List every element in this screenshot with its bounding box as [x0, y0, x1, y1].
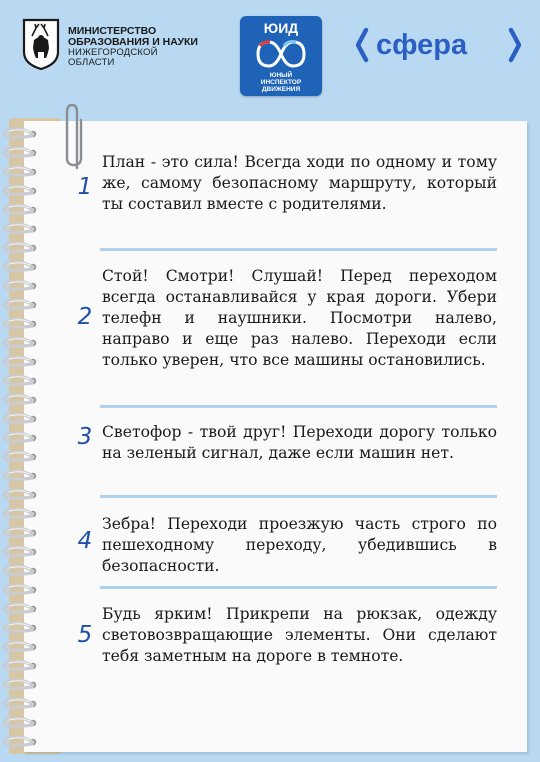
rule-text: Стой! Смотри! Слушай! Перед переходом всегда останавливайся у края дороги. Убери телефн и наушники. Посмотри налево, направо и еще раз налево. Переходи если только уверен, что все машины остановились. — [102, 267, 497, 369]
yuid-sub-line-3: ДВИЖЕНИЯ — [261, 86, 301, 93]
spiral-ring-icon — [4, 243, 36, 251]
spiral-ring-icon — [4, 281, 36, 289]
spiral-ring-icon — [4, 680, 36, 688]
rule-item-2 — [68, 266, 508, 398]
rule-number: 2 — [77, 304, 93, 330]
spiral-ring-icon — [4, 604, 36, 612]
rule-text: Будь ярким! Прикрепи на рюкзак, одежду световозвращающие элементы. Они сделают тебя заметным на дороге в темноте. — [102, 605, 497, 665]
spiral-ring-icon — [4, 718, 36, 726]
spiral-ring-icon — [4, 547, 36, 555]
rule-number: 5 — [77, 622, 93, 648]
spiral-ring-icon — [4, 737, 36, 745]
ministry-line-3: НИЖЕГОРОДСКОЙ — [68, 47, 158, 58]
spiral-ring-icon — [4, 186, 36, 194]
spiral-ring-icon — [4, 528, 36, 536]
rule-item-4 — [68, 514, 508, 580]
spiral-binding — [0, 121, 62, 752]
spiral-ring-icon — [4, 642, 36, 650]
spiral-ring-icon — [4, 224, 36, 232]
separator — [100, 586, 497, 589]
spiral-ring-icon — [4, 129, 36, 137]
spiral-ring-icon — [4, 452, 36, 460]
ministry-line-4: ОБЛАСТИ — [68, 57, 115, 68]
spiral-ring-icon — [4, 661, 36, 669]
spiral-ring-icon — [4, 357, 36, 365]
spiral-ring-icon — [4, 395, 36, 403]
spiral-ring-icon — [4, 471, 36, 479]
rule-item-3 — [68, 422, 508, 488]
separator — [100, 248, 497, 251]
ministry-line-1: МИНИСТЕРСТВО — [68, 25, 157, 37]
ministry-line-2: ОБРАЗОВАНИЯ И НАУКИ — [68, 36, 198, 48]
spiral-ring-icon — [4, 623, 36, 631]
sfera-logo-text: сфера — [376, 29, 468, 61]
sfera-logo — [356, 26, 521, 64]
spiral-ring-icon — [4, 300, 36, 308]
spiral-ring-icon — [4, 262, 36, 270]
spiral-ring-icon — [4, 433, 36, 441]
rule-number: 1 — [77, 174, 93, 200]
spiral-ring-icon — [4, 205, 36, 213]
yuid-subtitle — [240, 72, 322, 93]
yuid-sub-line-2: ИНСПЕКТОР — [260, 79, 302, 86]
separator — [100, 405, 497, 408]
coat-of-arms-icon — [22, 18, 60, 70]
rule-item-1 — [68, 152, 508, 242]
separator — [100, 495, 497, 498]
spiral-ring-icon — [4, 319, 36, 327]
yuid-title: ЮИД — [263, 20, 299, 36]
spiral-ring-icon — [4, 167, 36, 175]
spiral-ring-icon — [4, 338, 36, 346]
rule-text: План - это сила! Всегда ходи по одному и тому же, самому безопасному маршруту, который ты составил вместе с родителями. — [102, 153, 497, 213]
header — [0, 0, 540, 110]
rule-text: Зебра! Переходи проезжую часть строго по пешеходному переходу, убедившись в безопасности. — [102, 515, 497, 575]
spiral-ring-icon — [4, 585, 36, 593]
spiral-ring-icon — [4, 148, 36, 156]
ministry-name — [68, 26, 238, 68]
rule-text: Светофор - твой друг! Переходи дорогу только на зеленый сигнал, даже если машин нет. — [102, 423, 497, 462]
spiral-ring-icon — [4, 490, 36, 498]
spiral-ring-icon — [4, 376, 36, 384]
rule-number: 3 — [77, 424, 93, 450]
yuid-bicycle-icon — [254, 38, 308, 70]
spiral-ring-icon — [4, 414, 36, 422]
spiral-ring-icon — [4, 699, 36, 707]
spiral-ring-icon — [4, 566, 36, 574]
yuid-logo — [240, 16, 322, 96]
spiral-ring-icon — [4, 509, 36, 517]
yuid-sub-line-1: ЮНЫЙ — [269, 72, 293, 79]
rule-item-5 — [68, 604, 508, 694]
rule-number: 4 — [77, 528, 93, 554]
